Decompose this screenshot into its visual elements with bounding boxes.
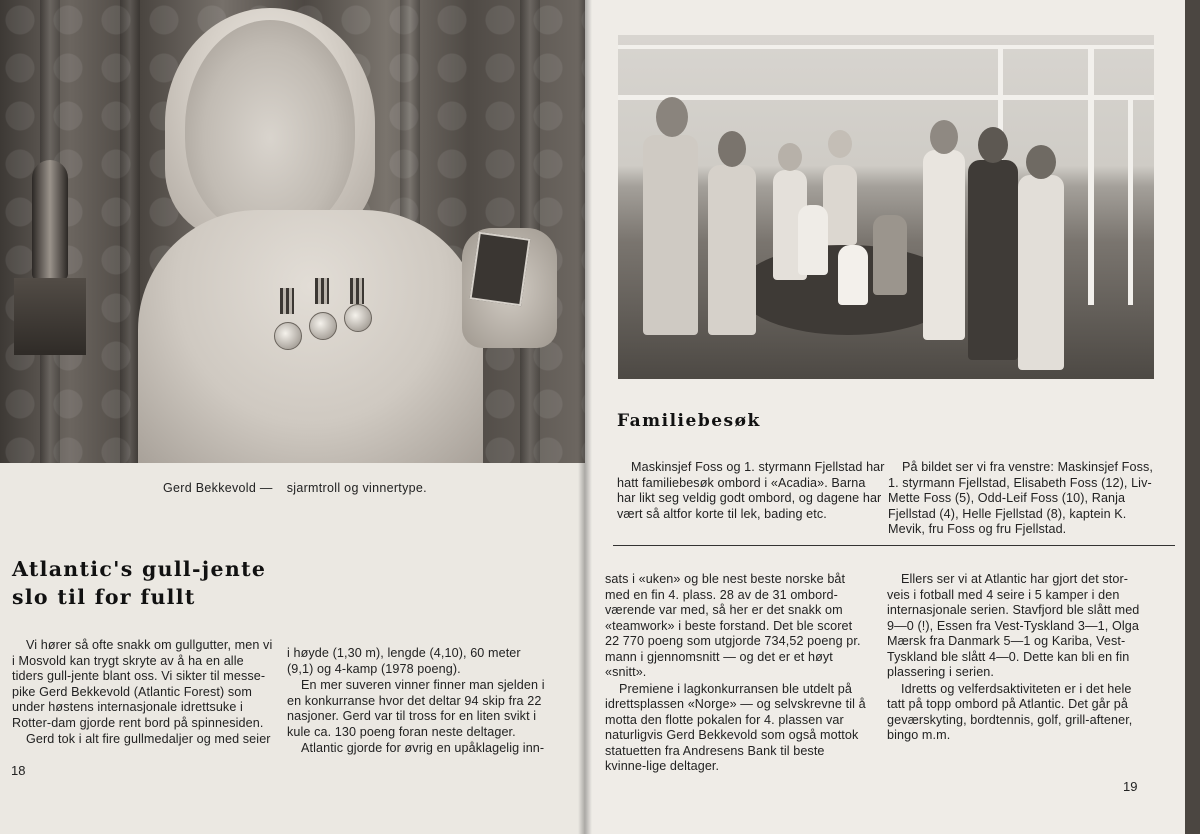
paragraph: Maskinsjef Foss og 1. styrmann Fjellstad har hatt familiebesøk ombord i «Acadia». Barna har likt seg veldig godt ombord, og dagene har vært så altfor korte til lek, bading etc. — [617, 460, 885, 521]
child-head — [778, 143, 802, 171]
gerd-bekkevold-photo — [0, 0, 585, 463]
gold-medal-icon — [274, 322, 302, 350]
medal-ribbon — [315, 278, 329, 304]
person-head — [978, 127, 1008, 163]
article-title: Familiebesøk — [617, 411, 761, 431]
person-head — [656, 97, 688, 137]
paragraph: Atlantic gjorde for øvrig en upåklagelig inn- — [301, 741, 545, 755]
trophy-icon — [10, 160, 90, 355]
caption-name: Gerd Bekkevold — — [163, 481, 273, 495]
article-column-1 — [12, 638, 275, 748]
photo-caption — [163, 481, 493, 495]
paragraph: Premiene i lagkonkurransen ble utdelt på idrettsplassen «Norge» — og selvskrevne til å motta den flotte pokalen for 4. plassen var naturligvis Gerd Bekkevold som også mottok statuetten fra Andresens Bank til beste kvinne-lige deltager. — [605, 681, 866, 773]
article-column-1 — [605, 572, 867, 775]
article-column-2 — [287, 646, 549, 757]
page-number: 19 — [1123, 779, 1138, 794]
child — [873, 215, 907, 295]
paragraph: Gerd tok i alt fire gullmedaljer og med seier — [26, 732, 271, 746]
award-card — [470, 232, 531, 307]
deck-rail — [618, 95, 1154, 100]
child-head — [828, 130, 852, 158]
book-edge — [1185, 0, 1200, 834]
deck-rail — [618, 45, 1154, 49]
gold-medal-icon — [344, 304, 372, 332]
caption-text: sjarmtroll og vinnertype. — [286, 481, 427, 495]
child — [838, 245, 868, 305]
person-head — [930, 120, 958, 154]
article-column-2 — [887, 572, 1147, 744]
medal-ribbon — [280, 288, 294, 314]
article-title — [12, 555, 312, 611]
person-head — [1026, 145, 1056, 179]
title-line: Atlantic's gull-jente — [12, 557, 267, 581]
family-visit-photo — [618, 35, 1154, 379]
left-page — [0, 0, 585, 834]
deck-post — [1088, 45, 1094, 305]
child — [798, 205, 828, 275]
paragraph: sats i «uken» og ble nest beste norske båt med en fin 4. plass. 28 av de 31 ombord-værende var med, så her er det snakk om «teamwork» i beste forstand. Det ble scoret 22 770 poeng som utgjorde 734,52 poeng pr. mann i gjennomsnitt — og det er et høyt «snitt». — [605, 572, 861, 679]
page-number: 18 — [11, 763, 26, 778]
right-page — [585, 0, 1185, 834]
section-divider — [613, 545, 1175, 546]
girl-face — [185, 20, 355, 235]
paragraph: i høyde (1,30 m), lengde (4,10), 60 meter (9,1) og 4-kamp (1978 poeng). — [287, 646, 521, 676]
curtain-fold — [120, 0, 140, 463]
person — [643, 135, 698, 335]
person — [923, 150, 965, 340]
person-head — [718, 131, 746, 167]
person — [708, 165, 756, 335]
gold-medal-icon — [309, 312, 337, 340]
paragraph: På bildet ser vi fra venstre: Maskinsjef Foss, 1. styrmann Fjellstad, Elisabeth Foss (12), Liv-Mette Foss (5), Odd-Leif Foss (10), Ranja Fjellstad (4), Helle Fjellstad (8), kaptein K. Mevik, fru Foss og fru Fjellstad. — [888, 460, 1153, 536]
paragraph: Vi hører så ofte snakk om gullgutter, men vi i Mosvold kan trygt skryte av å ha en alle tiders gull-jente blant oss. Vi sikter til messe-pike Gerd Bekkevold (Atlantic Forest) som under høstens internasjonale idrettsuke i Rotter-dam gjorde rent bord på spinnesiden. — [12, 638, 273, 730]
girl-sweater — [138, 210, 483, 463]
title-line: slo til for fullt — [12, 585, 196, 609]
medal-ribbon — [350, 278, 364, 304]
paragraph: Idretts og velferdsaktiviteten er i det hele tatt på topp ombord på Atlantic. Det går på geværskyting, bordtennis, golf, grill-aftener, bingo m.m. — [887, 681, 1133, 742]
paragraph: En mer suveren vinner finner man sjelden i en konkurranse hvor det deltar 94 skip fra 22 nasjoner. Gerd var til tross for en liten svikt i kule ca. 130 poeng foran neste deltager. — [287, 678, 545, 739]
paragraph: Ellers ser vi at Atlantic har gjort det stor-veis i fotball med 4 seire i 5 kamper i den internasjonale serien. Stavfjord ble slått med 9—0 (!), Essen fra Vest-Tyskland 3—1, Olga Mærsk fra Danmark 5—1 og Kariba, Vest-Tyskland ble slått 4—0. Dette kan bli en fin plassering i serien. — [887, 572, 1140, 679]
person — [968, 160, 1018, 360]
child — [823, 165, 857, 245]
intro-right — [888, 460, 1164, 538]
person — [1018, 175, 1064, 370]
deck-post — [1128, 95, 1133, 305]
intro-left — [617, 460, 887, 522]
